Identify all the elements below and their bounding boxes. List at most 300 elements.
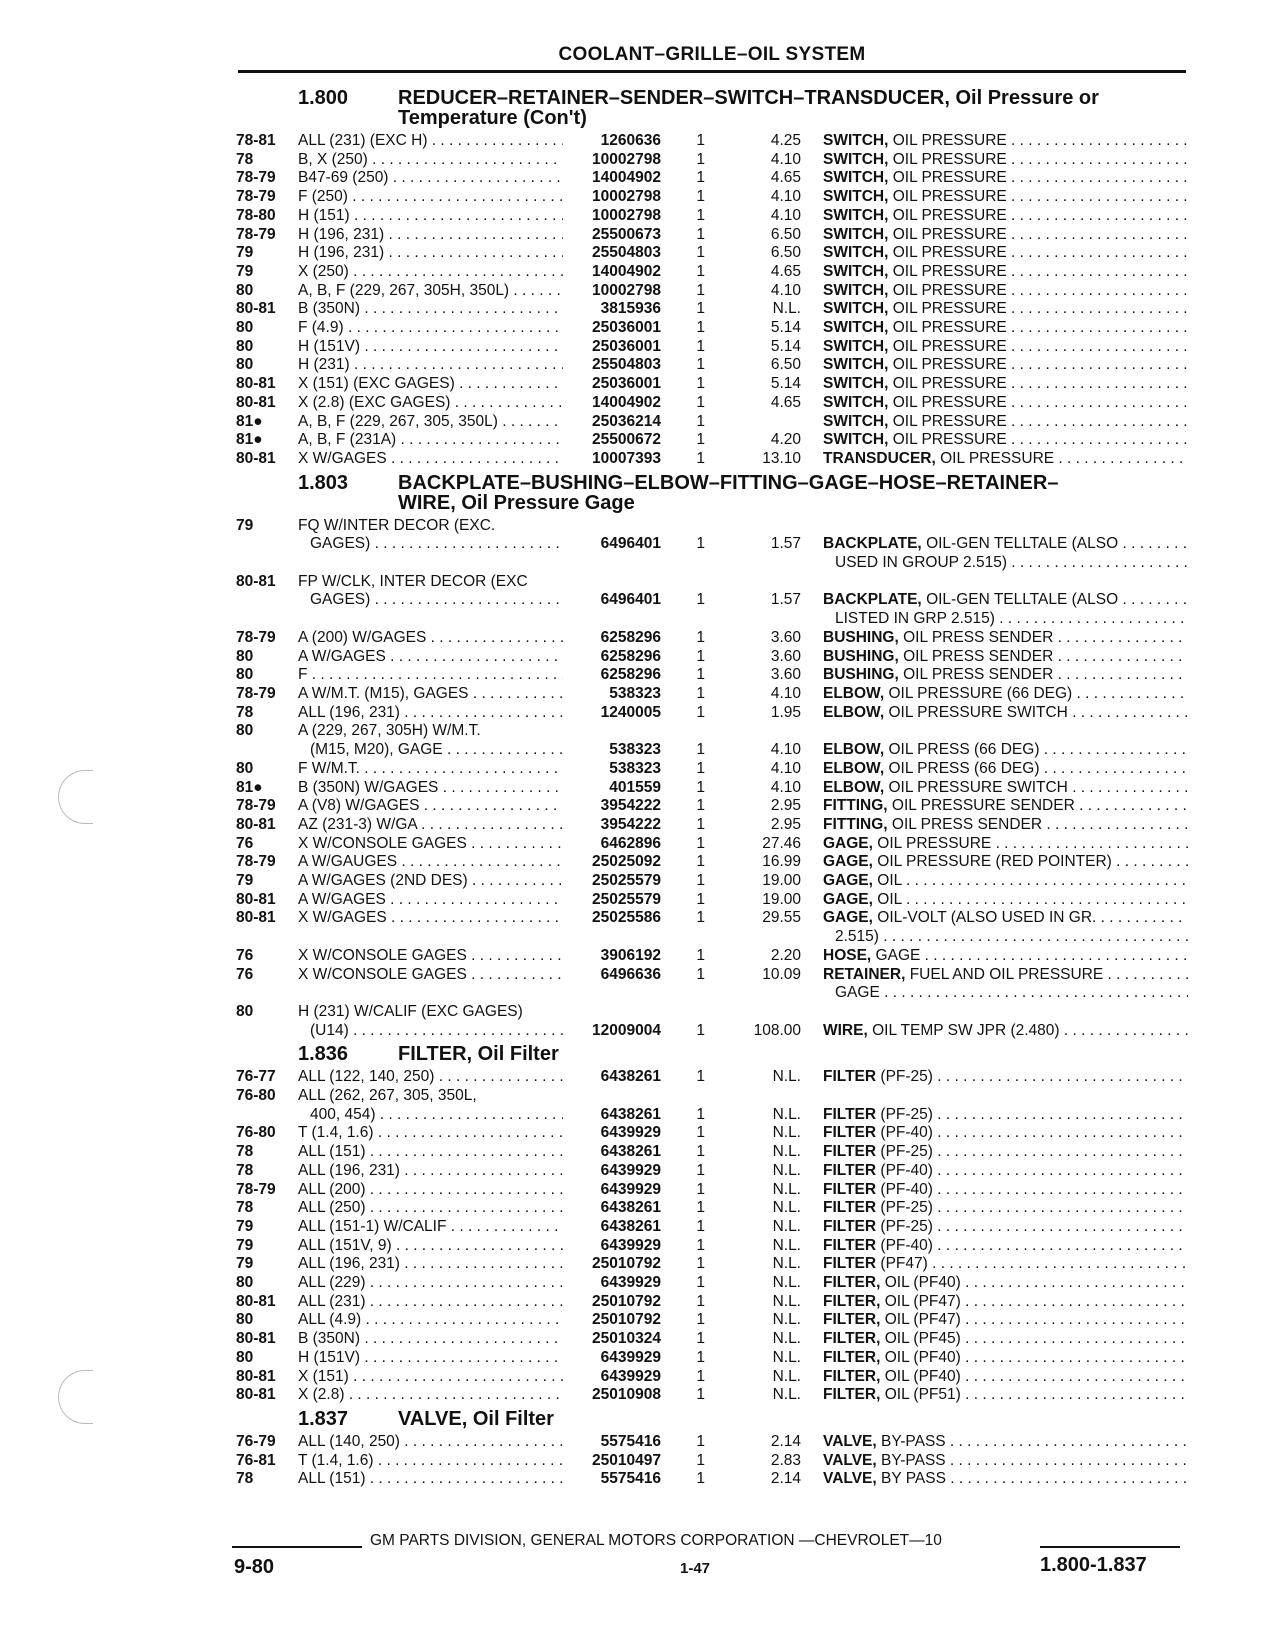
price: 4.10 xyxy=(770,206,801,224)
application-text: X W/CONSOLE GAGES xyxy=(298,834,467,852)
application-text: A W/GAGES xyxy=(298,890,386,908)
part-number: 25010324 xyxy=(592,1330,661,1348)
table-row xyxy=(236,413,1188,432)
application-text: A W/GAGES xyxy=(298,647,386,665)
price: N.L. xyxy=(772,1068,801,1086)
price: N.L. xyxy=(772,1311,801,1329)
price: 3.60 xyxy=(770,628,801,646)
model-year: 80 xyxy=(236,666,254,684)
table-row xyxy=(236,1022,1188,1041)
price: N.L. xyxy=(772,1161,801,1179)
description-detail: OIL PRESSURE xyxy=(892,169,1007,187)
model-year: 80 xyxy=(236,356,254,374)
description xyxy=(801,169,1188,188)
section-title-line2: WIRE, xyxy=(398,491,456,514)
table-row xyxy=(236,356,1188,375)
description-noun: BACKPLATE, xyxy=(823,591,922,609)
description-noun: FILTER xyxy=(823,1199,877,1217)
application xyxy=(298,282,563,301)
price: 19.00 xyxy=(762,890,801,908)
description xyxy=(801,1255,1188,1274)
table-row xyxy=(236,1181,1188,1200)
model-year: 81● xyxy=(236,412,263,430)
model-year: 80-81 xyxy=(236,393,276,411)
table-row xyxy=(236,629,1188,648)
quantity: 1 xyxy=(696,150,705,168)
model-year: 80 xyxy=(236,1311,254,1329)
description-continued: LISTED IN GRP 2.515) xyxy=(835,610,995,628)
model-year: 78-79 xyxy=(236,853,276,871)
table-row xyxy=(236,1386,1188,1405)
description xyxy=(801,263,1188,282)
quantity: 1 xyxy=(696,1180,705,1198)
application xyxy=(298,909,563,928)
price: N.L. xyxy=(772,1180,801,1198)
quantity: 1 xyxy=(696,1311,705,1329)
description-detail: OIL PRESSURE xyxy=(892,412,1007,430)
application-text: X (2.8) xyxy=(298,1386,345,1404)
application xyxy=(298,1124,563,1143)
description-detail: OIL PRESSURE (66 DEG) xyxy=(888,684,1073,702)
quantity: 1 xyxy=(696,393,705,411)
description xyxy=(801,648,1188,667)
section-title-main: VALVE, xyxy=(398,1408,468,1430)
table-row xyxy=(236,835,1188,854)
price: 2.95 xyxy=(770,797,801,815)
table-row xyxy=(236,853,1188,872)
application-text: X W/GAGES xyxy=(298,909,387,927)
quantity: 1 xyxy=(696,300,705,318)
price: 2.20 xyxy=(770,946,801,964)
quantity: 1 xyxy=(696,1348,705,1366)
model-year: 80-81 xyxy=(236,909,276,927)
description xyxy=(801,1452,1188,1471)
quantity: 1 xyxy=(696,1068,705,1086)
application-text: A (200) W/GAGES xyxy=(298,628,427,646)
binder-hole xyxy=(58,770,93,824)
model-year: 80-81 xyxy=(236,375,276,393)
price: 19.00 xyxy=(762,872,801,890)
part-number: 25010497 xyxy=(592,1451,661,1469)
application-text: FQ W/INTER DECOR (EXC. xyxy=(298,516,496,534)
description-noun: BUSHING, xyxy=(823,628,899,646)
table-row xyxy=(236,226,1188,245)
description xyxy=(801,610,1188,629)
application-text: H (196, 231) xyxy=(298,244,385,262)
table-row xyxy=(236,573,1188,592)
description-detail: OIL PRESSURE xyxy=(892,225,1007,243)
application-text: ALL (151-1) W/CALIF xyxy=(298,1217,447,1235)
quantity: 1 xyxy=(696,741,705,759)
part-number: 10002798 xyxy=(592,206,661,224)
table-row xyxy=(236,685,1188,704)
price: N.L. xyxy=(772,1124,801,1142)
description-detail: OIL (PF47) xyxy=(884,1311,961,1329)
description-detail: (PF-40) xyxy=(880,1236,933,1254)
application-text: ALL (122, 140, 250) xyxy=(298,1068,435,1086)
description xyxy=(801,1199,1188,1218)
quantity: 1 xyxy=(696,1274,705,1292)
price: 10.09 xyxy=(762,965,801,983)
part-number: 6496401 xyxy=(600,535,661,553)
description xyxy=(801,1106,1188,1125)
part-number: 25025092 xyxy=(592,853,661,871)
section-1-803 xyxy=(236,473,1188,1041)
description-detail: (PF47) xyxy=(880,1255,928,1273)
table-row xyxy=(236,779,1188,798)
price: N.L. xyxy=(772,1292,801,1310)
price: 1.95 xyxy=(770,703,801,721)
description xyxy=(801,1143,1188,1162)
table-row xyxy=(236,1349,1188,1368)
part-number: 6258296 xyxy=(600,628,661,646)
table-row xyxy=(236,517,1188,536)
quantity: 1 xyxy=(696,1161,705,1179)
application-text: ALL (231) xyxy=(298,1292,366,1310)
application-text: ALL (250) xyxy=(298,1199,366,1217)
table-row xyxy=(236,648,1188,667)
description xyxy=(801,1218,1188,1237)
model-year: 80-81 xyxy=(236,300,276,318)
table-row xyxy=(236,891,1188,910)
application xyxy=(298,966,563,985)
table-row xyxy=(236,704,1188,723)
application-text: A W/GAUGES xyxy=(298,853,398,871)
price: 13.10 xyxy=(762,449,801,467)
description-noun: FILTER xyxy=(823,1143,877,1161)
description-detail: OIL (PF47) xyxy=(884,1292,961,1310)
application xyxy=(298,947,563,966)
description xyxy=(801,891,1188,910)
model-year: 76 xyxy=(236,965,254,983)
application xyxy=(298,535,563,554)
description xyxy=(801,226,1188,245)
description-detail: (PF-25) xyxy=(880,1105,933,1123)
price: 108.00 xyxy=(753,1021,801,1039)
footer-date: 9-80 xyxy=(234,1556,275,1578)
application-text: H (151) xyxy=(298,206,350,224)
price: 1.57 xyxy=(770,535,801,553)
model-year: 80 xyxy=(236,1002,254,1020)
application-text: ALL (200) xyxy=(298,1180,366,1198)
application-text: A, B, F (229, 267, 305, 350L) xyxy=(298,412,498,430)
description xyxy=(801,1274,1188,1293)
quantity: 1 xyxy=(696,1470,705,1488)
table-row xyxy=(236,741,1188,760)
application xyxy=(298,226,563,245)
price: 2.14 xyxy=(770,1470,801,1488)
application xyxy=(298,413,563,432)
model-year: 79 xyxy=(236,1236,254,1254)
table-row xyxy=(236,797,1188,816)
application xyxy=(298,132,563,151)
part-number: 5575416 xyxy=(600,1433,661,1450)
application xyxy=(298,1368,563,1387)
description xyxy=(801,704,1188,723)
application-text: (U14) xyxy=(310,1021,349,1039)
model-year: 80-81 xyxy=(236,1330,276,1348)
table-row xyxy=(236,535,1188,554)
description-noun: SWITCH, xyxy=(823,412,889,430)
description-detail: BY-PASS xyxy=(881,1451,946,1469)
description-noun: SWITCH, xyxy=(823,150,889,168)
description-noun: SWITCH, xyxy=(823,281,889,299)
description-detail: (PF-25) xyxy=(880,1217,933,1235)
application-text: (M15, M20), GAGE xyxy=(310,741,443,759)
description xyxy=(801,947,1188,966)
price: N.L. xyxy=(772,1199,801,1217)
section-title-qualifier: Oil Pressure or xyxy=(955,87,1099,109)
part-number: 6438261 xyxy=(600,1068,661,1086)
application-text: B (350N) xyxy=(298,300,361,318)
part-number: 6439929 xyxy=(600,1274,661,1292)
application xyxy=(298,648,563,667)
part-number: 25036001 xyxy=(592,319,661,337)
part-number: 10002798 xyxy=(592,281,661,299)
part-number: 6439929 xyxy=(600,1124,661,1142)
application-text: ALL (151V, 9) xyxy=(298,1236,392,1254)
footer-page-number: 1-47 xyxy=(680,1560,711,1577)
description-noun: ELBOW, xyxy=(823,703,885,721)
description-noun: GAGE, xyxy=(823,890,873,908)
application xyxy=(298,591,563,610)
application xyxy=(298,1003,563,1022)
table-row xyxy=(236,1199,1188,1218)
application-text: B (350N) xyxy=(298,1330,361,1348)
application xyxy=(298,188,563,207)
table-row xyxy=(236,300,1188,319)
table-row xyxy=(236,760,1188,779)
quantity: 1 xyxy=(696,834,705,852)
description-detail: OIL PRESSURE xyxy=(892,206,1007,224)
part-number: 6438261 xyxy=(600,1143,661,1161)
description-detail: OIL PRESSURE xyxy=(892,262,1007,280)
description-detail: OIL PRESS SENDER xyxy=(903,666,1054,684)
section-title xyxy=(398,1044,1188,1064)
model-year: 81● xyxy=(236,778,263,796)
application xyxy=(298,1330,563,1349)
price: 4.65 xyxy=(770,169,801,187)
part-number: 3906192 xyxy=(600,946,661,964)
section-title-main: FILTER, xyxy=(398,1043,473,1066)
description xyxy=(801,394,1188,413)
description xyxy=(801,413,1188,432)
application xyxy=(298,760,563,779)
description xyxy=(801,282,1188,301)
price: 5.14 xyxy=(770,337,801,355)
table-row xyxy=(236,450,1188,469)
price: N.L. xyxy=(772,1330,801,1348)
description xyxy=(801,338,1188,357)
description-detail: OIL PRESS (66 DEG) xyxy=(888,741,1040,759)
table-row xyxy=(236,1255,1188,1274)
model-year: 76-77 xyxy=(236,1068,276,1086)
section-1-837 xyxy=(236,1409,1188,1489)
footer-rule-right xyxy=(1040,1546,1180,1548)
model-year: 80-81 xyxy=(236,815,276,833)
quantity: 1 xyxy=(696,815,705,833)
table-row xyxy=(236,1433,1188,1452)
application-text: GAGES) xyxy=(310,535,371,553)
application xyxy=(298,300,563,319)
description-noun: FITTING, xyxy=(823,815,888,833)
description-noun: SWITCH, xyxy=(823,319,889,337)
table-row xyxy=(236,1162,1188,1181)
description-noun: BACKPLATE, xyxy=(823,535,922,553)
description xyxy=(801,685,1188,704)
price: 2.95 xyxy=(770,815,801,833)
part-number: 6258296 xyxy=(600,666,661,684)
model-year: 79 xyxy=(236,262,254,280)
model-year: 80 xyxy=(236,281,254,299)
model-year: 78-80 xyxy=(236,206,276,224)
application-text: A, B, F (229, 267, 305H, 350L) xyxy=(298,281,510,299)
application xyxy=(298,244,563,263)
price: N.L. xyxy=(772,1105,801,1123)
quantity: 1 xyxy=(696,206,705,224)
description-noun: FILTER xyxy=(823,1180,877,1198)
table-row xyxy=(236,1274,1188,1293)
application-text: ALL (229) xyxy=(298,1274,366,1292)
description-noun: FILTER xyxy=(823,1236,877,1254)
description-noun: FILTER, xyxy=(823,1274,881,1292)
application-text: A W/GAGES (2ND DES) xyxy=(298,872,468,890)
quantity: 1 xyxy=(696,449,705,467)
model-year: 78 xyxy=(236,1161,254,1179)
model-year: 78-79 xyxy=(236,225,276,243)
part-number: 6438261 xyxy=(600,1105,661,1123)
application xyxy=(298,1293,563,1312)
description xyxy=(801,797,1188,816)
model-year: 79 xyxy=(236,1255,254,1273)
description-noun: ELBOW, xyxy=(823,741,885,759)
description-detail: OIL (PF40) xyxy=(884,1367,961,1385)
quantity: 1 xyxy=(696,1236,705,1254)
model-year: 79 xyxy=(236,872,254,890)
description-detail: OIL PRESS SENDER xyxy=(903,628,1054,646)
part-number: 6439929 xyxy=(600,1348,661,1366)
price: 1.57 xyxy=(770,591,801,609)
part-number: 25010792 xyxy=(592,1255,661,1273)
part-number: 25500673 xyxy=(592,225,661,243)
model-year: 80 xyxy=(236,722,254,740)
application xyxy=(298,573,563,592)
model-year: 80 xyxy=(236,1274,254,1292)
application xyxy=(298,872,563,891)
part-number: 25010792 xyxy=(592,1292,661,1310)
section-title xyxy=(398,1409,1188,1429)
model-year: 78 xyxy=(236,1470,254,1488)
part-number: 6439929 xyxy=(600,1161,661,1179)
model-year: 79 xyxy=(236,516,254,534)
description-noun: FILTER xyxy=(823,1161,877,1179)
price: 4.25 xyxy=(770,132,801,149)
quantity: 1 xyxy=(696,337,705,355)
model-year: 76 xyxy=(236,946,254,964)
description xyxy=(801,1181,1188,1200)
application xyxy=(298,704,563,723)
quantity: 1 xyxy=(696,1292,705,1310)
description-noun: SWITCH, xyxy=(823,356,889,374)
description-detail: GAGE xyxy=(875,946,921,964)
quantity: 1 xyxy=(696,1143,705,1161)
description-detail: (PF-40) xyxy=(880,1161,933,1179)
description xyxy=(801,779,1188,798)
part-number: 14004902 xyxy=(592,393,661,411)
application xyxy=(298,263,563,282)
application-text: ALL (4.9) xyxy=(298,1311,362,1329)
description xyxy=(801,1124,1188,1143)
application-text: X (151) xyxy=(298,1367,349,1385)
description-detail: OIL PRESSURE SWITCH xyxy=(888,703,1068,721)
application xyxy=(298,207,563,226)
price: N.L. xyxy=(772,1367,801,1385)
price: N.L. xyxy=(772,1386,801,1404)
quantity: 1 xyxy=(696,759,705,777)
price: N.L. xyxy=(772,1348,801,1366)
part-number: 6438261 xyxy=(600,1199,661,1217)
application-text: A (V8) W/GAGES xyxy=(298,797,420,815)
description xyxy=(801,207,1188,226)
application xyxy=(298,629,563,648)
description xyxy=(801,375,1188,394)
part-number: 25025586 xyxy=(592,909,661,927)
description-noun: FILTER xyxy=(823,1124,877,1142)
application xyxy=(298,1022,563,1041)
description-detail: OIL PRESSURE SENDER xyxy=(891,797,1075,815)
application-text: ALL (140, 250) xyxy=(298,1433,400,1450)
quantity: 1 xyxy=(696,412,705,430)
description-noun: FILTER, xyxy=(823,1386,881,1404)
description xyxy=(801,1433,1188,1452)
part-number: 25025579 xyxy=(592,872,661,890)
quantity: 1 xyxy=(696,188,705,206)
table-row xyxy=(236,319,1188,338)
description xyxy=(801,629,1188,648)
application xyxy=(298,1218,563,1237)
quantity: 1 xyxy=(696,356,705,374)
price: 4.10 xyxy=(770,759,801,777)
quantity: 1 xyxy=(696,1433,705,1450)
table-row xyxy=(236,1087,1188,1106)
description-detail: OIL PRESSURE xyxy=(892,375,1007,393)
description-detail: OIL PRESSURE xyxy=(892,337,1007,355)
table-row xyxy=(236,394,1188,413)
section-title-main: REDUCER–RETAINER–SENDER–SWITCH–TRANSDUCER, xyxy=(398,87,950,109)
model-year: 76-80 xyxy=(236,1087,276,1105)
description xyxy=(801,300,1188,319)
application xyxy=(298,779,563,798)
part-number: 6462896 xyxy=(600,834,661,852)
part-number: 25025579 xyxy=(592,890,661,908)
application-text: H (231) W/CALIF (EXC GAGES) xyxy=(298,1002,523,1020)
description xyxy=(801,244,1188,263)
description xyxy=(801,319,1188,338)
application xyxy=(298,722,563,741)
table-row xyxy=(236,1068,1188,1087)
description-noun: SWITCH, xyxy=(823,300,889,318)
description-detail: OIL PRESSURE xyxy=(892,281,1007,299)
model-year: 78-81 xyxy=(236,132,276,149)
table-row xyxy=(236,169,1188,188)
part-number: 10002798 xyxy=(592,150,661,168)
application xyxy=(298,891,563,910)
application-text: X W/CONSOLE GAGES xyxy=(298,946,467,964)
table-row xyxy=(236,132,1188,151)
part-number: 10007393 xyxy=(592,449,661,467)
section-number: 1.800 xyxy=(298,87,349,109)
application-text: X W/CONSOLE GAGES xyxy=(298,965,467,983)
